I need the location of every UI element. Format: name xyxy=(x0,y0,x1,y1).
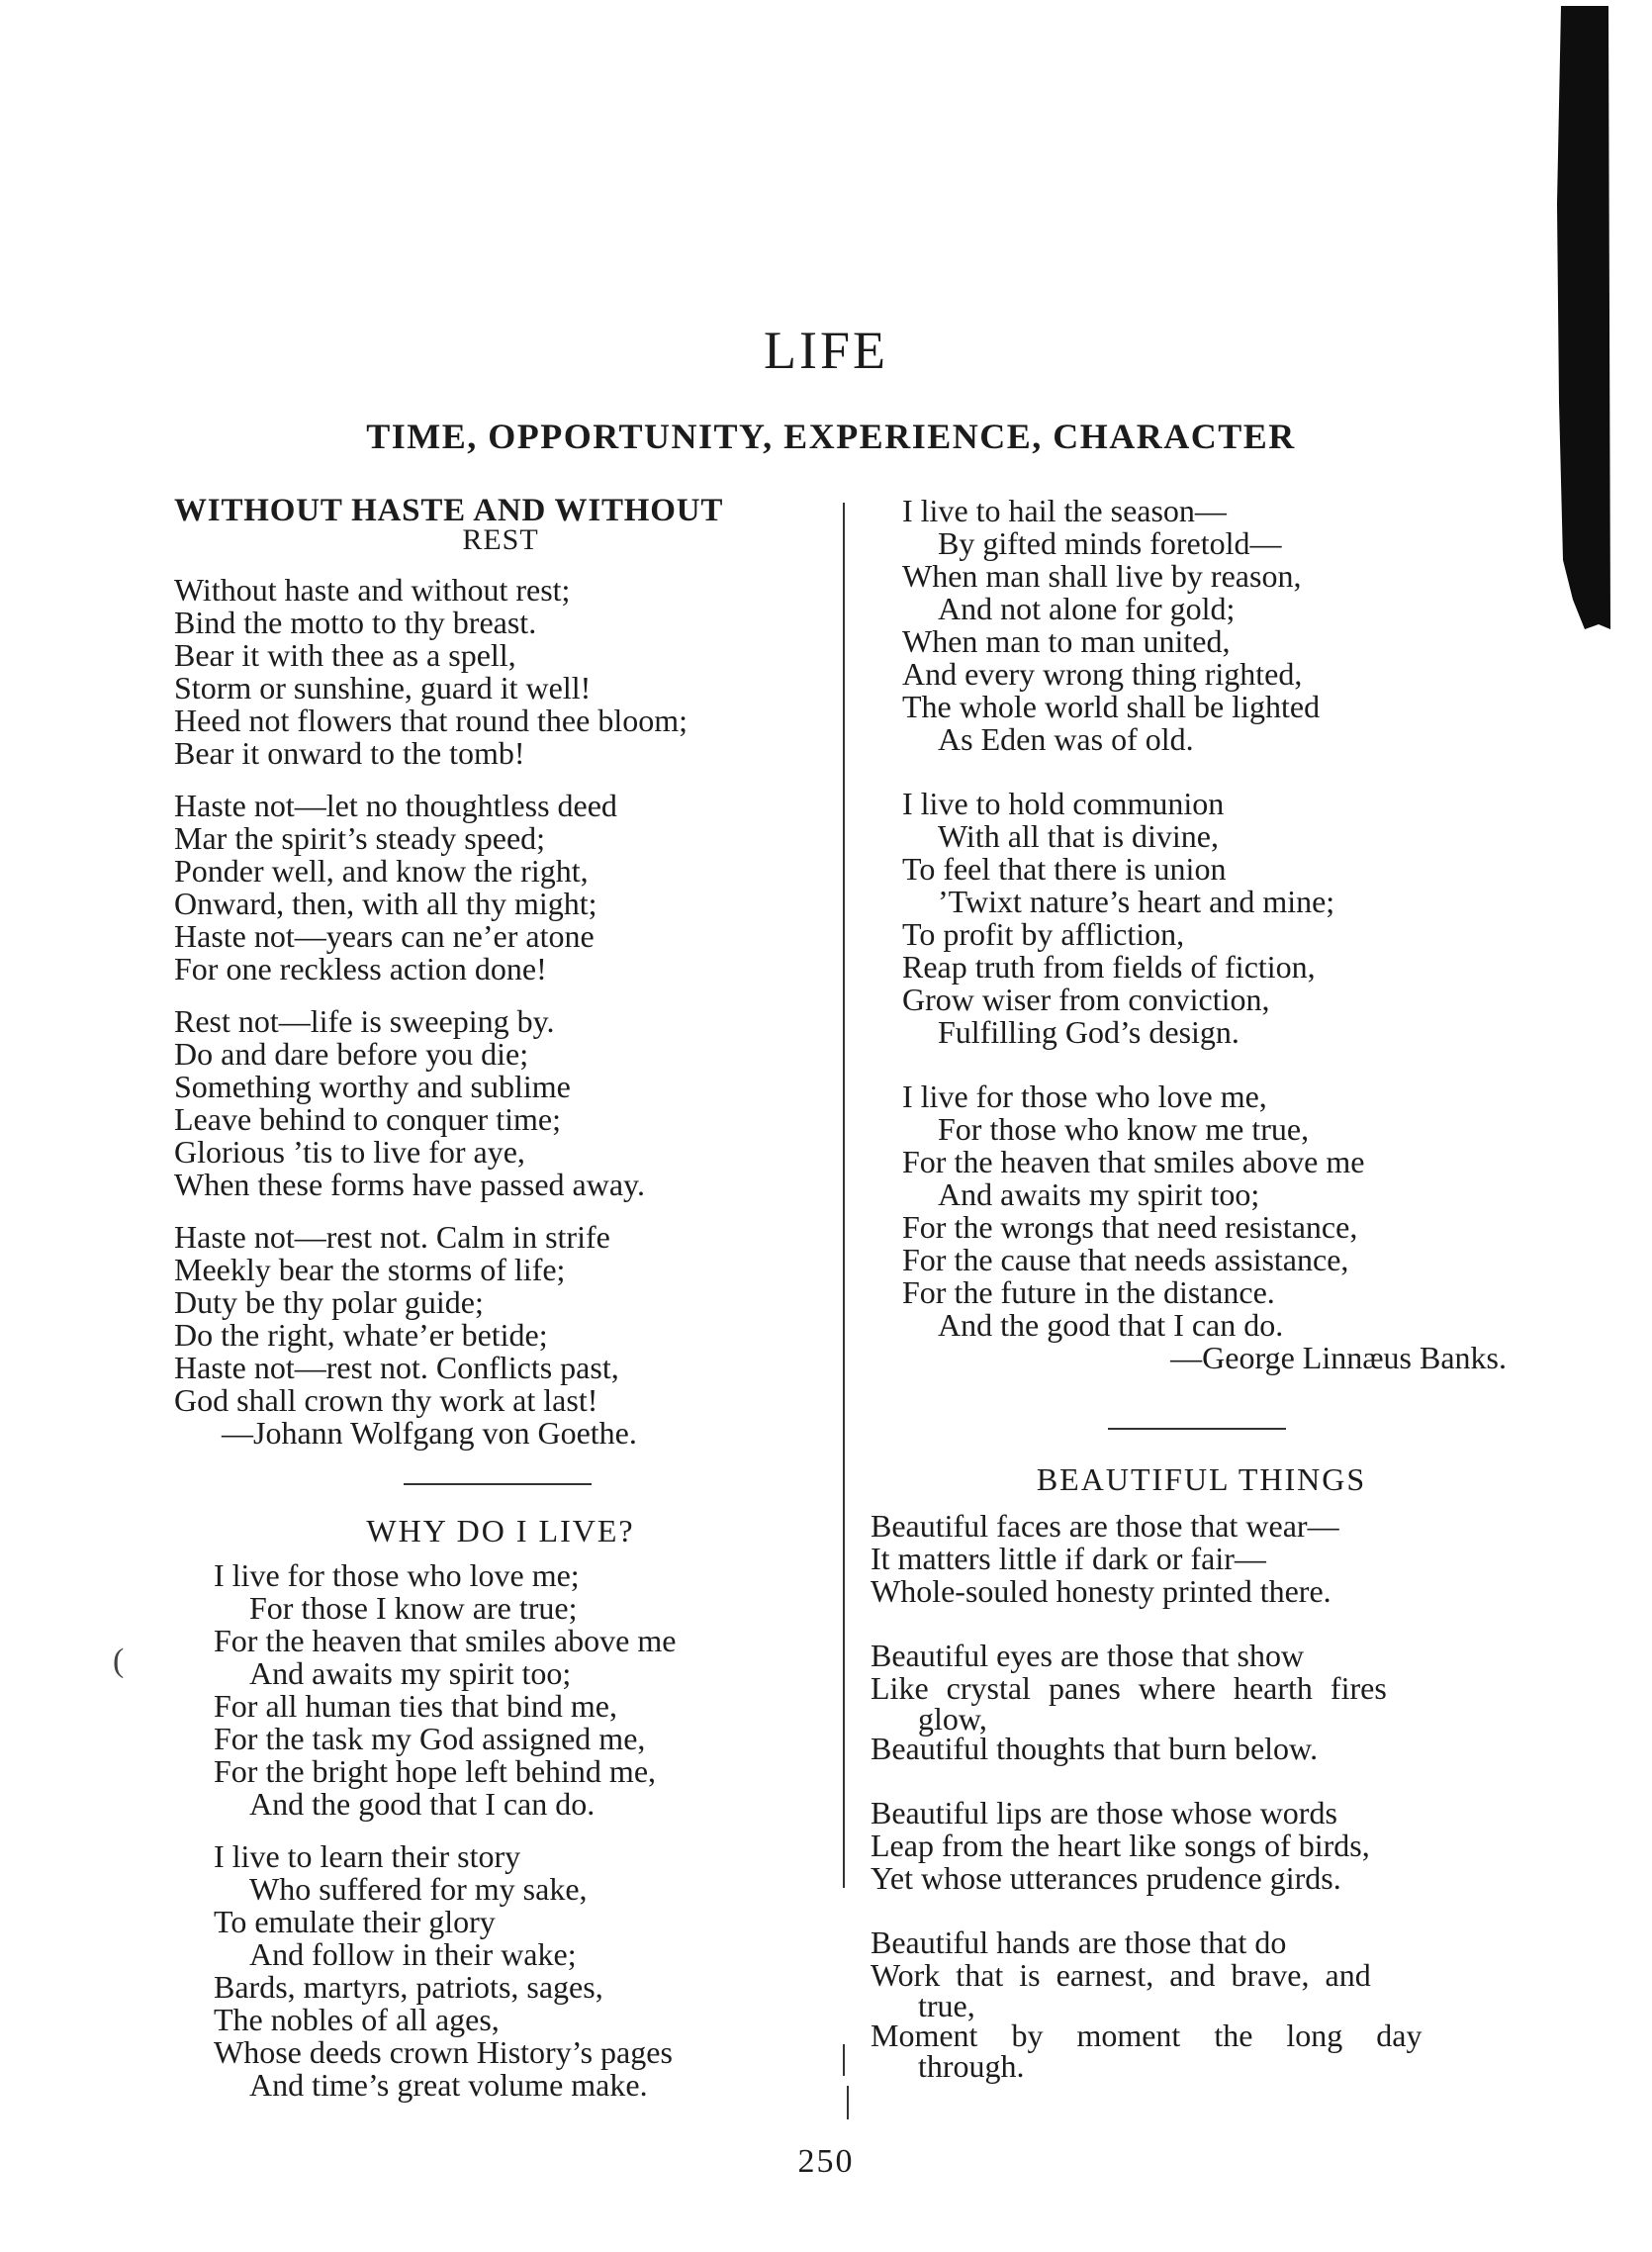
verse-line: Beautiful hands are those that do xyxy=(871,1924,1287,1960)
verse-line: And the good that I can do. xyxy=(249,1786,596,1822)
stanza xyxy=(174,1221,827,1417)
verse-line: And not alone for gold; xyxy=(938,591,1236,626)
verse-line: Meekly bear the storms of life; xyxy=(174,1252,566,1287)
verse-line: Glorious ’tis to live for aye, xyxy=(174,1134,525,1170)
verse-line: Haste not—rest not. Calm in strife xyxy=(174,1219,610,1255)
verse-line: For those I know are true; xyxy=(249,1590,578,1626)
verse-line: For those who know me true, xyxy=(938,1111,1310,1147)
verse-line: Like crystal panes where hearth fires xyxy=(871,1670,1387,1706)
verse-line: Beautiful eyes are those that show xyxy=(871,1638,1305,1673)
stanza xyxy=(174,1559,827,1821)
verse-line: I live to learn their story xyxy=(214,1838,521,1874)
chapter-subtitle: TIME, OPPORTUNITY, EXPERIENCE, CHARACTER xyxy=(366,417,1296,456)
verse-line: Without haste and without rest; xyxy=(174,572,571,608)
verse-line: I live to hold communion xyxy=(902,786,1225,821)
verse-line: true, xyxy=(918,1988,975,2023)
verse-line: Whole-souled honesty printed there. xyxy=(871,1573,1331,1609)
verse-line: Haste not—years can ne’er atone xyxy=(174,918,595,954)
verse-line: The nobles of all ages, xyxy=(214,2002,500,2037)
verse-line: And awaits my spirit too; xyxy=(249,1655,572,1691)
poem-why-do-i-live xyxy=(174,1515,827,2102)
stanza xyxy=(902,495,1518,756)
verse-line: God shall crown thy work at last! xyxy=(174,1382,598,1418)
verse-line: As Eden was of old. xyxy=(938,721,1194,757)
verse-line: Reap truth from fields of fiction, xyxy=(902,949,1316,985)
verse-line: Beautiful faces are those that wear— xyxy=(871,1508,1339,1544)
page-number: 250 xyxy=(797,2143,855,2180)
verse-line: Do the right, whate’er betide; xyxy=(174,1317,548,1353)
verse-line: Haste not—let no thoughtless deed xyxy=(174,788,617,823)
stanza xyxy=(871,1797,1518,1895)
verse-line: Moment by moment the long day xyxy=(871,2017,1423,2053)
poem-title: WITHOUT HASTE AND WITHOUT REST xyxy=(174,493,724,556)
verse-line: glow, xyxy=(918,1701,987,1736)
verse-line: Heed not flowers that round thee bloom; xyxy=(174,703,688,738)
verse-line: By gifted minds foretold— xyxy=(938,525,1282,561)
verse-line: For the heaven that smiles above me xyxy=(902,1144,1365,1179)
verse-line: Leap from the heart like songs of birds, xyxy=(871,1828,1370,1863)
verse-line: And the good that I can do. xyxy=(938,1307,1284,1343)
stanza xyxy=(174,1840,827,2102)
verse-line: Bear it with thee as a spell, xyxy=(174,637,516,673)
stanza xyxy=(871,1924,1518,2084)
stanza xyxy=(174,790,827,985)
verse-line: For the bright hope left behind me, xyxy=(214,1753,657,1789)
verse-line: It matters little if dark or fair— xyxy=(871,1541,1266,1576)
verse-line: Rest not—life is sweeping by. xyxy=(174,1003,555,1039)
stanza xyxy=(902,788,1518,1049)
verse-line: Do and dare before you die; xyxy=(174,1036,529,1072)
verse-line: For the task my God assigned me, xyxy=(214,1721,646,1756)
verse-line: Work that is earnest, and brave, and xyxy=(871,1957,1371,1993)
poem-title: WHY DO I LIVE? xyxy=(366,1513,635,1548)
verse-line: When these forms have passed away. xyxy=(174,1167,645,1202)
verse-line: Whose deeds crown History’s pages xyxy=(214,2034,673,2070)
verse-line: Duty be thy polar guide; xyxy=(174,1284,484,1320)
column-rule-tick xyxy=(847,2086,849,2119)
right-column xyxy=(871,493,1518,2084)
verse-line: With all that is divine, xyxy=(938,818,1219,854)
verse-line: Beautiful lips are those whose words xyxy=(871,1795,1337,1830)
verse-line: I live for those who love me, xyxy=(902,1079,1267,1114)
verse-line: Beautiful thoughts that burn below. xyxy=(871,1731,1319,1766)
poem-beautiful-things xyxy=(871,1461,1518,2084)
stanza xyxy=(174,574,827,770)
verse-line: Storm or sunshine, guard it well! xyxy=(174,670,592,705)
verse-line: Bind the motto to thy breast. xyxy=(174,605,537,640)
verse-line: To profit by affliction, xyxy=(902,916,1185,952)
column-rule-tick xyxy=(843,2044,845,2076)
stanza xyxy=(871,1640,1518,1765)
verse-line: For one reckless action done! xyxy=(174,951,547,986)
column-rule xyxy=(843,503,845,1888)
poem-without-haste xyxy=(174,495,827,1450)
verse-line: Grow wiser from conviction, xyxy=(902,982,1270,1017)
verse-line: I live for those who love me; xyxy=(214,1557,580,1593)
stanza xyxy=(902,1080,1518,1342)
stanza xyxy=(871,1510,1518,1608)
verse-line: Fulfilling God’s design. xyxy=(938,1014,1239,1050)
poem-title: BEAUTIFUL THINGS xyxy=(1036,1461,1367,1497)
verse-line: Who suffered for my sake, xyxy=(249,1871,588,1907)
left-column xyxy=(174,495,827,2102)
verse-line: For all human ties that bind me, xyxy=(214,1688,617,1724)
verse-line: The whole world shall be lighted xyxy=(902,689,1321,724)
stanza xyxy=(174,1005,827,1201)
poem-why-do-i-live-continued xyxy=(871,495,1518,1374)
verse-line: Leave behind to conquer time; xyxy=(174,1101,561,1137)
verse-line: For the wrongs that need resistance, xyxy=(902,1209,1358,1245)
stray-mark: ( xyxy=(113,1642,125,1679)
attribution: —Johann Wolfgang von Goethe. xyxy=(222,1415,637,1451)
verse-line: To feel that there is union xyxy=(902,851,1227,887)
verse-line: ’Twixt nature’s heart and mine; xyxy=(938,884,1335,919)
verse-line: Mar the spirit’s steady speed; xyxy=(174,820,546,856)
verse-line: And time’s great volume make. xyxy=(249,2067,648,2103)
verse-line: Yet whose utterances prudence girds. xyxy=(871,1860,1341,1896)
verse-line: Ponder well, and know the right, xyxy=(174,853,589,889)
verse-line: When man to man united, xyxy=(902,623,1231,659)
chapter-title: LIFE xyxy=(764,321,888,380)
verse-line: Bards, martyrs, patriots, sages, xyxy=(214,1969,603,2005)
verse-line: For the cause that needs assistance, xyxy=(902,1242,1349,1277)
verse-line: For the heaven that smiles above me xyxy=(214,1623,677,1658)
verse-line: When man shall live by reason, xyxy=(902,558,1302,594)
verse-line: I live to hail the season— xyxy=(902,493,1227,528)
verse-line: Onward, then, with all thy might; xyxy=(174,886,597,921)
verse-line: And every wrong thing righted, xyxy=(902,656,1303,692)
verse-line: Bear it onward to the tomb! xyxy=(174,735,525,771)
verse-line: And follow in their wake; xyxy=(249,1936,577,1972)
verse-line: And awaits my spirit too; xyxy=(938,1176,1260,1212)
verse-line: For the future in the distance. xyxy=(902,1274,1275,1310)
verse-line: To emulate their glory xyxy=(214,1904,496,1939)
attribution: —George Linnæus Banks. xyxy=(1170,1340,1507,1375)
verse-line: Something worthy and sublime xyxy=(174,1069,571,1104)
verse-line: through. xyxy=(918,2048,1025,2084)
scan-edge-artifact xyxy=(1555,6,1610,629)
verse-line: Haste not—rest not. Conflicts past, xyxy=(174,1350,619,1385)
